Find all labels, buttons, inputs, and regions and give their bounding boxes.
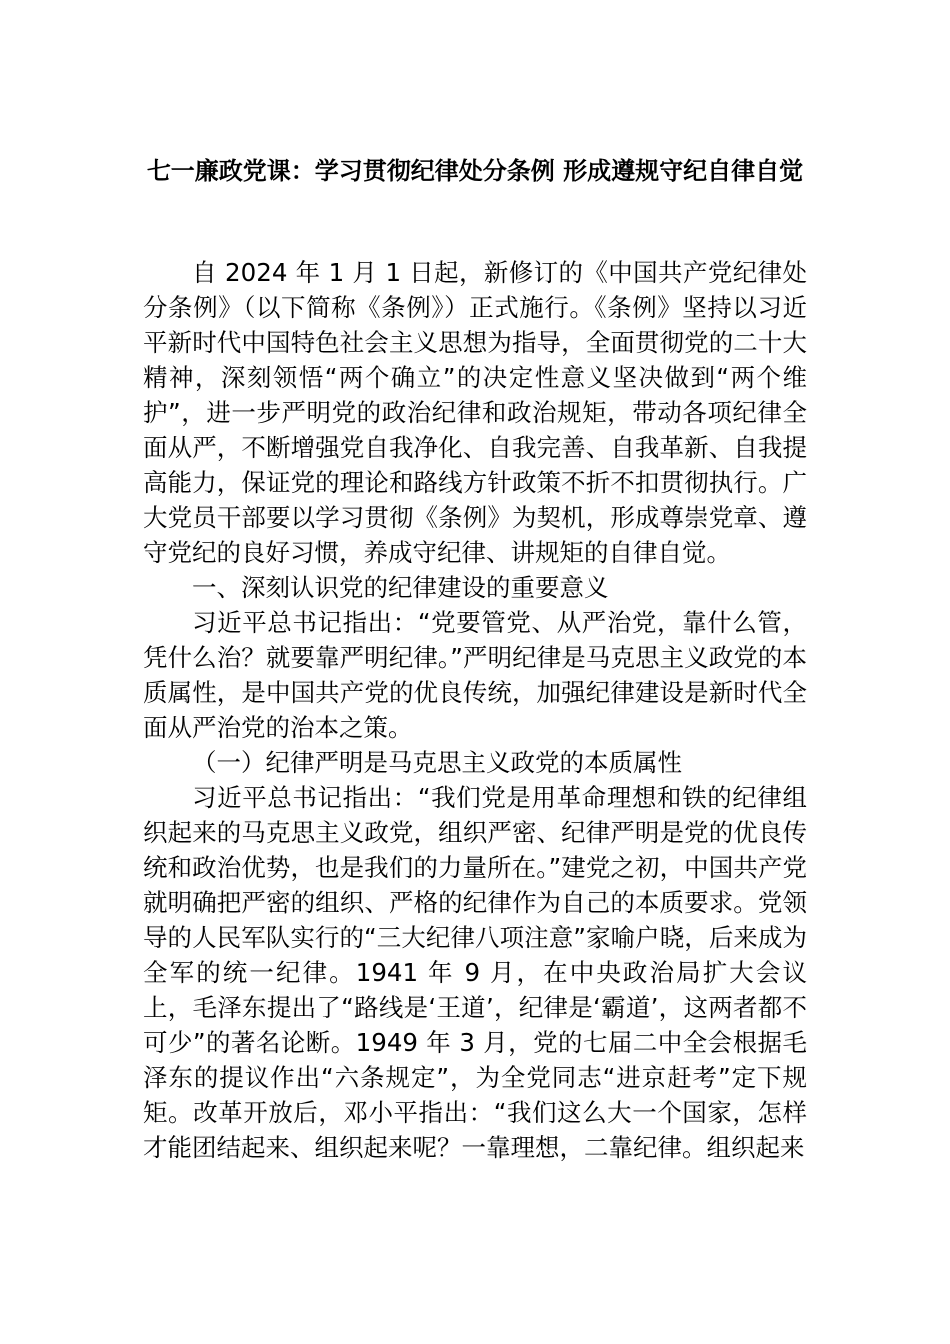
- paragraph-history: 习近平总书记指出：“我们党是用革命理想和铁的纪律组织起来的马克思主义政党，组织严密、纪律严明是党的优良传统和政治优势，也是我们的力量所在。”建党之初，中国共产党就明确把严密的组织、严格的纪律作为自己的本质要求。党领导的人民军队实行的“三大纪律八项注意”家喻户晓，后来成为全军的统一纪律。1941 年 9 月，在中央政治局扩大会议上，毛泽东提出了“路线是‘王道’，纪律是‘霸道’，这两者都不可少”的著名论断。1949 年 3 月，党的七届二中全会根据毛泽东的提议作出“六条规定”，为全党同志“进京赶考”定下规矩。改革开放后，邓小平指出：“我们这么大一个国家，怎样才能团结起来、组织起来呢？一靠理想，二靠纪律。组织起来: [143, 783, 807, 1162]
- document-title: 七一廉政党课：学习贯彻纪律处分条例 形成遵规守纪自律自觉: [146, 157, 804, 185]
- paragraph-intro: 自 2024 年 1 月 1 日起，新修订的《中国共产党纪律处分条例》（以下简称《条例》）正式施行。《条例》坚持以习近平新时代中国特色社会主义思想为指导，全面贯彻党的二十大精神，深刻领悟“两个确立”的决定性意义坚决做到“两个维护”，进一步严明党的政治纪律和政治规矩，带动各项纪律全面从严，不断增强党自我净化、自我完善、自我革新、自我提高能力，保证党的理论和路线方针政策不折不扣贯彻执行。广大党员干部要以学习贯彻《条例》为契机，形成尊崇党章、遵守党纪的良好习惯，养成守纪律、讲规矩的自律自觉。: [143, 258, 807, 567]
- paragraph-discipline-importance: 习近平总书记指出：“党要管党、从严治党，靠什么管，凭什么治？就要靠严明纪律。”严明纪律是马克思主义政党的本质属性，是中国共产党的优良传统，加强纪律建设是新时代全面从严治党的治本之策。: [143, 608, 807, 742]
- document-body: [143, 255, 807, 1165]
- subsection-heading-1: （一）纪律严明是马克思主义政党的本质属性: [192, 748, 682, 777]
- section-heading-1: 一、深刻认识党的纪律建设的重要意义: [192, 573, 609, 602]
